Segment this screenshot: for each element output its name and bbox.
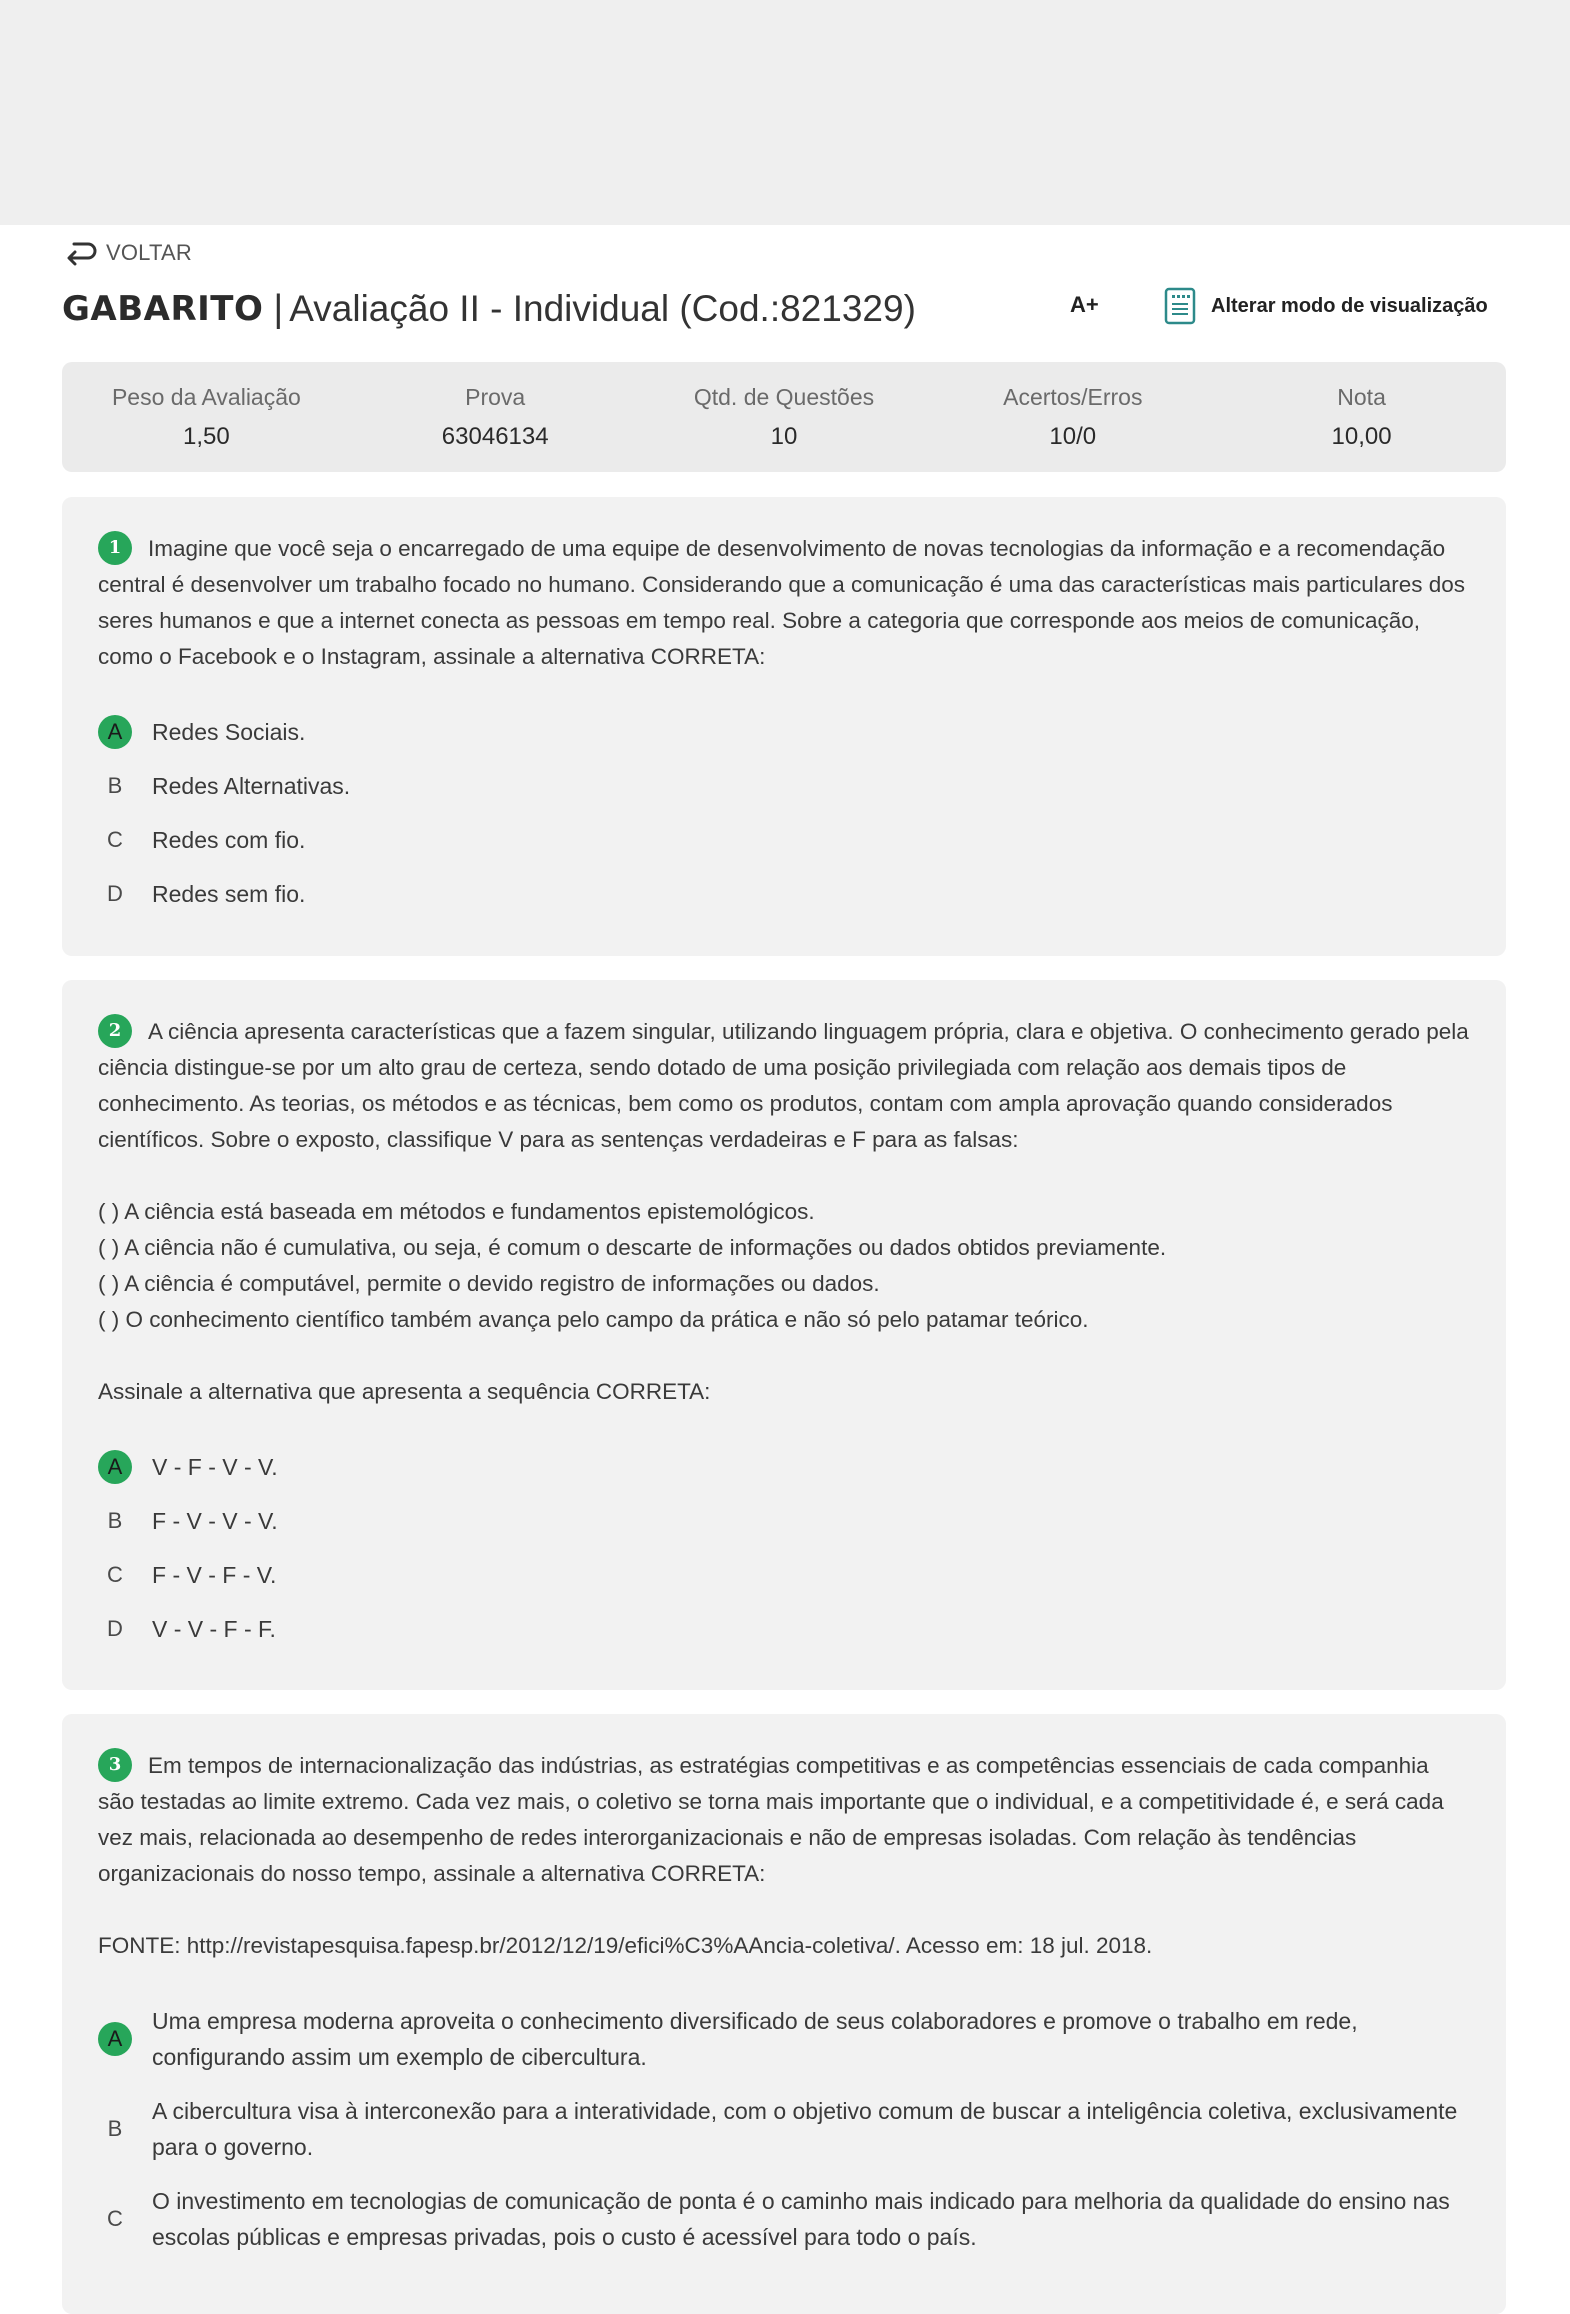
option-list bbox=[98, 1994, 1470, 2264]
summary-value: 10,00 bbox=[1331, 423, 1392, 450]
option-letter: D bbox=[107, 1616, 123, 1642]
option-letter: C bbox=[107, 827, 123, 853]
view-mode-label: Alterar modo de visualização bbox=[1211, 294, 1488, 317]
option-text: Redes Alternativas. bbox=[152, 773, 351, 800]
summary-weight bbox=[62, 362, 351, 472]
statement-item: ( ) A ciência é computável, permite o devido registro de informações ou dados. bbox=[98, 1271, 880, 1297]
back-label: VOLTAR bbox=[106, 240, 192, 265]
option-text: V - V - F - F. bbox=[152, 1616, 276, 1643]
question-text bbox=[98, 1748, 1470, 1892]
assessment-summary bbox=[62, 362, 1506, 472]
option-letter: D bbox=[107, 881, 123, 907]
option-b[interactable] bbox=[98, 759, 1470, 813]
statement-item: ( ) A ciência está baseada em métodos e fundamentos epistemológicos. bbox=[98, 1199, 815, 1225]
option-text: F - V - F - V. bbox=[152, 1562, 277, 1589]
summary-value: 63046134 bbox=[441, 423, 549, 450]
question-instruction: Assinale a alternativa que apresenta a sequência CORRETA: bbox=[98, 1379, 711, 1405]
question-number-badge: 3 bbox=[98, 1748, 132, 1782]
title-separator: | bbox=[273, 287, 284, 330]
document-list-icon bbox=[1163, 286, 1197, 326]
option-c[interactable] bbox=[98, 813, 1470, 867]
option-d[interactable] bbox=[98, 867, 1470, 921]
question-text bbox=[98, 531, 1470, 675]
option-a[interactable] bbox=[98, 1994, 1470, 2084]
option-letter: C bbox=[107, 2206, 123, 2232]
font-size-increase-button[interactable]: A+ bbox=[1070, 292, 1099, 317]
statement-item: ( ) O conhecimento científico também avança pelo campo da prática e não só pelo patamar teórico. bbox=[98, 1307, 1089, 1333]
option-list bbox=[98, 705, 1470, 921]
summary-label: Qtd. de Questões bbox=[693, 384, 875, 410]
question-text bbox=[98, 1014, 1470, 1158]
option-letter: C bbox=[107, 1562, 123, 1588]
question-statement: Em tempos de internacionalização das indústrias, as estratégias competitivas e as competências essenciais de cada companhia são testadas ao limite extremo. Cada vez mais, o coletivo se torna mais importante que o individual, e a competitividade é, e será cada vez mais, relacionada ao desempenho de redes interorganizacionais e não de empresas isoladas. Com relação às tendências organizacionais do nosso tempo, assinale a alternativa CORRETA: bbox=[98, 1753, 1444, 1887]
back-button[interactable] bbox=[64, 238, 192, 268]
option-c[interactable] bbox=[98, 2174, 1470, 2264]
summary-label: Prova bbox=[465, 384, 526, 410]
question-number-badge: 2 bbox=[98, 1014, 132, 1048]
top-banner bbox=[0, 0, 1570, 225]
summary-hits-errors bbox=[928, 362, 1217, 472]
summary-value: 10 bbox=[770, 423, 798, 450]
title-assessment: Avaliação II - Individual (Cod.:821329) bbox=[289, 288, 916, 329]
summary-value: 10/0 bbox=[1049, 423, 1097, 450]
question-number-badge: 1 bbox=[98, 531, 132, 565]
option-a[interactable] bbox=[98, 1440, 1470, 1494]
return-arrow-icon bbox=[64, 238, 98, 268]
option-letter: B bbox=[107, 1508, 123, 1534]
option-b[interactable] bbox=[98, 1494, 1470, 1548]
view-mode-button[interactable] bbox=[1163, 286, 1488, 326]
option-text: Redes sem fio. bbox=[152, 881, 306, 908]
question-statement: A ciência apresenta características que a fazem singular, utilizando linguagem própria, clara e objetiva. O conhecimento gerado pela ciência distingue-se por um alto grau de certeza, sendo dotado de uma posição privilegiada com relação aos demais tipos de conhecimento. As teorias, os métodos e as técnicas, bem como os produtos, contam com ampla aprovação quando considerados científicos. Sobre o exposto, classifique V para as sentenças verdadeiras e F para as falsas: bbox=[98, 1019, 1469, 1153]
source-reference: FONTE: http://revistapesquisa.fapesp.br/2012/12/19/efici%C3%AAncia-coletiva/. Acesso em: 18 jul. 2018. bbox=[98, 1933, 1153, 1959]
summary-label: Nota bbox=[1337, 384, 1386, 410]
option-letter: B bbox=[107, 2116, 123, 2142]
option-text: Redes Sociais. bbox=[152, 719, 306, 746]
option-d[interactable] bbox=[98, 1602, 1470, 1656]
option-letter-correct: A bbox=[98, 1450, 132, 1484]
question-card-1 bbox=[62, 497, 1506, 956]
question-card-2 bbox=[62, 980, 1506, 1690]
summary-question-count bbox=[640, 362, 929, 472]
statement-list bbox=[98, 1194, 1470, 1338]
question-statement: Imagine que você seja o encarregado de uma equipe de desenvolvimento de novas tecnologias da informação e a recomendação central é desenvolver um trabalho focado no humano. Considerando que a comunicação é uma das características mais particulares dos seres humanos e que a internet conecta as pessoas em tempo real. Sobre a categoria que corresponde aos meios de comunicação, como o Facebook e o Instagram, assinale a alternativa CORRETA: bbox=[98, 536, 1466, 670]
option-text: Redes com fio. bbox=[152, 827, 306, 854]
summary-value: 1,50 bbox=[183, 423, 230, 450]
summary-label: Peso da Avaliação bbox=[111, 384, 301, 410]
option-letter-correct: A bbox=[98, 715, 132, 749]
option-text: A cibercultura visa à interconexão para a interatividade, com o objetivo comum de buscar a inteligência coletiva, exclusivamente para o governo. bbox=[152, 2098, 1458, 2161]
statement-item: ( ) A ciência não é cumulativa, ou seja, é comum o descarte de informações ou dados obtidos previamente. bbox=[98, 1235, 1167, 1261]
option-text: O investimento em tecnologias de comunicação de ponta é o caminho mais indicado para melhoria da qualidade do ensino nas escolas públicas e empresas privadas, pois o custo é acessível para todo o país. bbox=[152, 2188, 1450, 2251]
option-text: Uma empresa moderna aproveita o conhecimento diversificado de seus colaboradores e promove o trabalho em rede, configurando assim um exemplo de cibercultura. bbox=[152, 2008, 1358, 2071]
option-text: F - V - V - V. bbox=[152, 1508, 278, 1535]
option-text: V - F - V - V. bbox=[152, 1454, 278, 1481]
summary-exam bbox=[351, 362, 640, 472]
option-list bbox=[98, 1440, 1470, 1656]
option-b[interactable] bbox=[98, 2084, 1470, 2174]
summary-label: Acertos/Erros bbox=[1003, 384, 1143, 410]
summary-grade bbox=[1217, 362, 1506, 472]
option-letter-correct: A bbox=[98, 2022, 132, 2056]
question-card-3 bbox=[62, 1714, 1506, 2314]
option-letter: B bbox=[107, 773, 123, 799]
title-gabarito: GABARITO bbox=[62, 289, 264, 329]
page-title bbox=[62, 284, 916, 334]
option-a[interactable] bbox=[98, 705, 1470, 759]
option-c[interactable] bbox=[98, 1548, 1470, 1602]
